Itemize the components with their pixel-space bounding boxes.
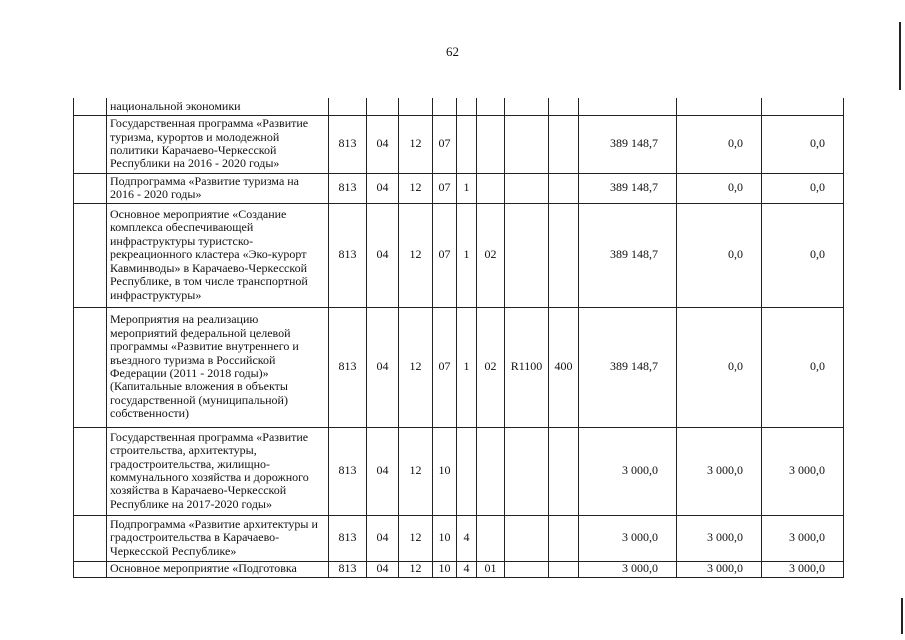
code-section: 04 xyxy=(367,203,399,307)
row-marker-cell xyxy=(74,307,107,427)
table-row xyxy=(74,515,844,561)
code-expense-type xyxy=(549,98,579,115)
code-activity xyxy=(477,173,505,203)
row-marker-cell xyxy=(74,173,107,203)
code-subprogram: 1 xyxy=(457,203,477,307)
budget-table-container xyxy=(73,98,843,578)
row-name: Основное мероприятие «Подготовка xyxy=(107,561,329,577)
row-name: Мероприятия на реализацию мероприятий федеральной целевой программы «Развитие внутреннего и въездного туризма в Российской Федерации (2011 - 2018 годы)» (Капитальные вложения в объекты государственной (муниципальной) собственности) xyxy=(107,307,329,427)
code-subprogram xyxy=(457,115,477,173)
code-activity xyxy=(477,98,505,115)
code-subprogram: 4 xyxy=(457,561,477,577)
amount-year-2: 0,0 xyxy=(677,203,762,307)
code-section: 04 xyxy=(367,115,399,173)
code-ministry: 813 xyxy=(329,427,367,515)
amount-year-3: 0,0 xyxy=(762,203,844,307)
code-subsection: 12 xyxy=(399,173,433,203)
code-program: 07 xyxy=(433,115,457,173)
code-ministry: 813 xyxy=(329,307,367,427)
row-name: национальной экономики xyxy=(107,98,329,115)
code-program: 07 xyxy=(433,173,457,203)
amount-year-1 xyxy=(579,98,677,115)
amount-year-3: 0,0 xyxy=(762,307,844,427)
code-subsection: 12 xyxy=(399,203,433,307)
table-row xyxy=(74,307,844,427)
amount-year-1: 389 148,7 xyxy=(579,173,677,203)
code-ministry xyxy=(329,98,367,115)
budget-table xyxy=(73,98,844,578)
row-marker-cell xyxy=(74,515,107,561)
amount-year-2: 3 000,0 xyxy=(677,561,762,577)
code-activity: 02 xyxy=(477,203,505,307)
table-row xyxy=(74,173,844,203)
row-marker-cell xyxy=(74,427,107,515)
scan-edge-mark-top xyxy=(899,22,901,90)
code-program: 10 xyxy=(433,561,457,577)
code-activity: 01 xyxy=(477,561,505,577)
amount-year-1: 389 148,7 xyxy=(579,115,677,173)
code-activity: 02 xyxy=(477,307,505,427)
code-subsection: 12 xyxy=(399,561,433,577)
code-subsection: 12 xyxy=(399,115,433,173)
code-section: 04 xyxy=(367,307,399,427)
code-program xyxy=(433,98,457,115)
code-subsection xyxy=(399,98,433,115)
code-direction xyxy=(505,173,549,203)
row-marker-cell xyxy=(74,115,107,173)
code-ministry: 813 xyxy=(329,561,367,577)
table-row xyxy=(74,561,844,577)
code-subprogram: 4 xyxy=(457,515,477,561)
code-section: 04 xyxy=(367,561,399,577)
code-direction xyxy=(505,115,549,173)
amount-year-1: 3 000,0 xyxy=(579,561,677,577)
code-ministry: 813 xyxy=(329,115,367,173)
code-expense-type xyxy=(549,515,579,561)
code-subprogram: 1 xyxy=(457,173,477,203)
row-name: Государственная программа «Развитие строительства, архитектуры, градостроительства, жилищно-коммунального хозяйства и дорожного хозяйства в Карачаево-Черкесской Республике на 2017-2020 годы» xyxy=(107,427,329,515)
table-row xyxy=(74,98,844,115)
code-direction xyxy=(505,561,549,577)
code-program: 10 xyxy=(433,427,457,515)
code-direction xyxy=(505,427,549,515)
code-program: 07 xyxy=(433,307,457,427)
amount-year-2: 0,0 xyxy=(677,307,762,427)
code-expense-type: 400 xyxy=(549,307,579,427)
code-expense-type xyxy=(549,203,579,307)
code-section: 04 xyxy=(367,427,399,515)
code-subprogram xyxy=(457,98,477,115)
row-marker-cell xyxy=(74,98,107,115)
amount-year-3: 0,0 xyxy=(762,173,844,203)
code-subprogram xyxy=(457,427,477,515)
row-marker-cell xyxy=(74,561,107,577)
code-section: 04 xyxy=(367,173,399,203)
row-name: Основное мероприятие «Создание комплекса обеспечивающей инфраструктуры туристско-рекреационного кластера «Эко-курорт Кавминводы» в Карачаево-Черкесской Республике, в том числе транспортной инфраструктуры» xyxy=(107,203,329,307)
amount-year-2 xyxy=(677,98,762,115)
code-direction: R1100 xyxy=(505,307,549,427)
amount-year-3: 3 000,0 xyxy=(762,515,844,561)
amount-year-2: 0,0 xyxy=(677,115,762,173)
code-activity xyxy=(477,515,505,561)
amount-year-2: 3 000,0 xyxy=(677,427,762,515)
code-activity xyxy=(477,115,505,173)
code-expense-type xyxy=(549,561,579,577)
scan-edge-mark-bottom xyxy=(901,598,903,634)
amount-year-3: 0,0 xyxy=(762,115,844,173)
code-ministry: 813 xyxy=(329,203,367,307)
page-number: 62 xyxy=(446,44,459,59)
code-direction xyxy=(505,203,549,307)
code-subprogram: 1 xyxy=(457,307,477,427)
code-subsection: 12 xyxy=(399,427,433,515)
amount-year-3: 3 000,0 xyxy=(762,427,844,515)
code-ministry: 813 xyxy=(329,515,367,561)
table-row xyxy=(74,427,844,515)
code-expense-type xyxy=(549,115,579,173)
row-marker-cell xyxy=(74,203,107,307)
amount-year-3: 3 000,0 xyxy=(762,561,844,577)
amount-year-1: 3 000,0 xyxy=(579,427,677,515)
code-ministry: 813 xyxy=(329,173,367,203)
amount-year-3 xyxy=(762,98,844,115)
code-section xyxy=(367,98,399,115)
code-activity xyxy=(477,427,505,515)
row-name: Подпрограмма «Развитие туризма на 2016 - 2020 годы» xyxy=(107,173,329,203)
code-direction xyxy=(505,515,549,561)
amount-year-2: 0,0 xyxy=(677,173,762,203)
amount-year-1: 389 148,7 xyxy=(579,203,677,307)
code-program: 07 xyxy=(433,203,457,307)
code-direction xyxy=(505,98,549,115)
code-subsection: 12 xyxy=(399,307,433,427)
code-subsection: 12 xyxy=(399,515,433,561)
row-name: Государственная программа «Развитие туризма, курортов и молодежной политики Карачаево-Черкесской Республики на 2016 - 2020 годы» xyxy=(107,115,329,173)
code-program: 10 xyxy=(433,515,457,561)
table-row xyxy=(74,203,844,307)
amount-year-1: 389 148,7 xyxy=(579,307,677,427)
row-name: Подпрограмма «Развитие архитектуры и градостроительства в Карачаево-Черкесской Республике» xyxy=(107,515,329,561)
code-expense-type xyxy=(549,173,579,203)
amount-year-2: 3 000,0 xyxy=(677,515,762,561)
table-row xyxy=(74,115,844,173)
amount-year-1: 3 000,0 xyxy=(579,515,677,561)
code-expense-type xyxy=(549,427,579,515)
code-section: 04 xyxy=(367,515,399,561)
